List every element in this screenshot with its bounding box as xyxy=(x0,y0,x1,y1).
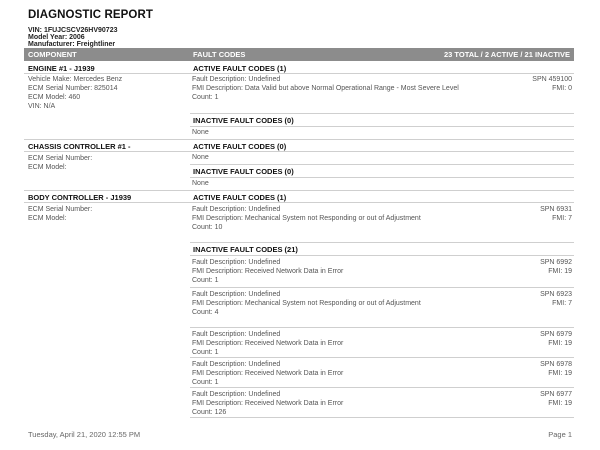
fmi-description: FMI Description: Received Network Data in Error xyxy=(192,400,344,407)
divider xyxy=(190,327,574,328)
engine-ecm-model: ECM Model: 460 xyxy=(28,94,81,101)
fault-description: Fault Description: Undefined xyxy=(192,206,281,213)
fmi-code: FMI: 19 xyxy=(548,370,572,377)
engine-vin: VIN: N/A xyxy=(28,103,56,110)
body-active-title: ACTIVE FAULT CODES (1) xyxy=(193,193,287,202)
fault-count: Count: 4 xyxy=(192,309,219,316)
fmi-code: FMI: 19 xyxy=(548,268,572,275)
fault-entry xyxy=(192,75,574,102)
manufacturer-text: Manufacturer: Freightliner xyxy=(28,41,116,48)
fault-entry xyxy=(192,330,574,357)
fmi-code: FMI: 0 xyxy=(552,85,572,92)
footer-page-number: Page 1 xyxy=(548,430,572,439)
chassis-inactive-none: None xyxy=(192,180,209,187)
spn-code: SPN 6977 xyxy=(540,391,572,398)
fault-count: Count: 1 xyxy=(192,379,219,386)
divider xyxy=(24,151,574,152)
divider xyxy=(190,113,574,114)
divider xyxy=(190,287,574,288)
divider xyxy=(190,255,574,256)
body-controller-title: BODY CONTROLLER - J1939 xyxy=(28,193,132,202)
fault-description: Fault Description: Undefined xyxy=(192,331,281,338)
vin-text: VIN: 1FUJCSCV26HV90723 xyxy=(28,27,118,34)
spn-code: SPN 6978 xyxy=(540,361,572,368)
fault-count: Count: 1 xyxy=(192,277,219,284)
fault-description: Fault Description: Undefined xyxy=(192,361,281,368)
divider xyxy=(24,202,574,203)
fmi-description: FMI Description: Received Network Data in Error xyxy=(192,370,344,377)
divider xyxy=(190,357,574,358)
spn-code: SPN 6931 xyxy=(540,206,572,213)
spn-code: SPN 6979 xyxy=(540,331,572,338)
body-ecm-serial: ECM Serial Number: xyxy=(28,206,93,213)
body-inactive-title: INACTIVE FAULT CODES (21) xyxy=(193,245,298,254)
fault-codes-column-header: FAULT CODES xyxy=(193,50,246,59)
divider xyxy=(190,164,574,165)
engine-ecm-serial: ECM Serial Number: 825014 xyxy=(28,85,118,92)
chassis-active-title: ACTIVE FAULT CODES (0) xyxy=(193,142,287,151)
engine-make: Vehicle Make: Mercedes Benz xyxy=(28,76,123,83)
fault-entry xyxy=(192,390,574,417)
fault-count: Count: 1 xyxy=(192,94,219,101)
chassis-inactive-title: INACTIVE FAULT CODES (0) xyxy=(193,167,294,176)
engine-inactive-title: INACTIVE FAULT CODES (0) xyxy=(193,116,294,125)
fault-entry xyxy=(192,205,574,232)
footer-timestamp: Tuesday, April 21, 2020 12:55 PM xyxy=(28,430,141,439)
fault-count: Count: 10 xyxy=(192,224,223,231)
chassis-active-none: None xyxy=(192,154,209,161)
divider xyxy=(190,242,574,243)
engine-inactive-none: None xyxy=(192,129,209,136)
fault-entry xyxy=(192,290,574,317)
body-ecm-model: ECM Model: xyxy=(28,215,67,222)
body-controller-info xyxy=(28,205,92,223)
engine-info xyxy=(28,75,122,111)
chassis-component-title: CHASSIS CONTROLLER #1 - xyxy=(28,142,131,151)
spn-code: SPN 6923 xyxy=(540,291,572,298)
fmi-code: FMI: 19 xyxy=(548,340,572,347)
fault-description: Fault Description: Undefined xyxy=(192,76,281,83)
report-title: DIAGNOSTIC REPORT xyxy=(28,9,154,21)
chassis-ecm-model: ECM Model: xyxy=(28,164,67,171)
fmi-description: FMI Description: Received Network Data in Error xyxy=(192,268,344,275)
fault-totals-header: 23 TOTAL / 2 ACTIVE / 21 INACTIVE xyxy=(443,50,570,59)
engine-component-title: ENGINE #1 - J1939 xyxy=(28,64,95,73)
fmi-description: FMI Description: Received Network Data in Error xyxy=(192,340,344,347)
fault-entry xyxy=(192,360,574,387)
spn-code: SPN 459100 xyxy=(532,76,572,83)
fault-description: Fault Description: Undefined xyxy=(192,291,281,298)
divider xyxy=(190,177,574,178)
fault-description: Fault Description: Undefined xyxy=(192,259,281,266)
model-year-text: Model Year: 2006 xyxy=(28,34,85,41)
fmi-code: FMI: 19 xyxy=(548,400,572,407)
spn-code: SPN 6992 xyxy=(540,259,572,266)
chassis-info xyxy=(28,154,92,172)
fmi-description: FMI Description: Mechanical System not Responding or out of Adjustment xyxy=(192,215,421,222)
fault-count: Count: 126 xyxy=(192,409,227,416)
fault-count: Count: 1 xyxy=(192,349,219,356)
divider xyxy=(190,387,574,388)
engine-active-title: ACTIVE FAULT CODES (1) xyxy=(193,64,287,73)
fmi-code: FMI: 7 xyxy=(552,300,572,307)
fmi-description: FMI Description: Mechanical System not Responding or out of Adjustment xyxy=(192,300,421,307)
fault-description: Fault Description: Undefined xyxy=(192,391,281,398)
divider xyxy=(190,126,574,127)
fmi-code: FMI: 7 xyxy=(552,215,572,222)
chassis-ecm-serial: ECM Serial Number: xyxy=(28,155,93,162)
fmi-description: FMI Description: Data Valid but above Normal Operational Range - Most Severe Level xyxy=(192,85,459,92)
fault-entry xyxy=(192,258,574,285)
divider xyxy=(24,73,574,74)
divider xyxy=(190,417,574,418)
component-column-header: COMPONENT xyxy=(28,50,77,59)
divider xyxy=(24,190,574,191)
divider xyxy=(24,139,574,140)
